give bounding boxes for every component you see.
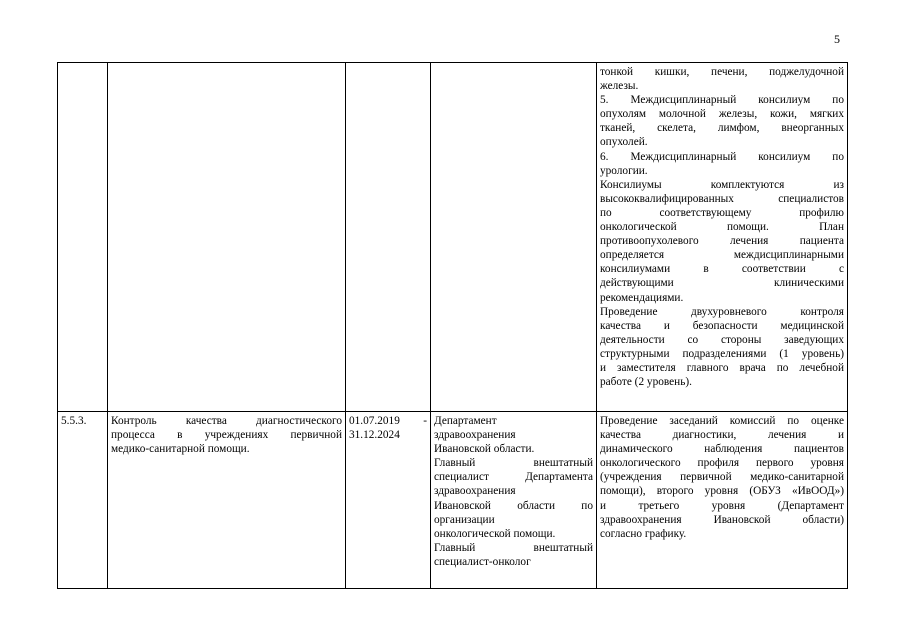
table-row xyxy=(58,412,848,589)
text-line: 6. Междисциплинарный консилиум по xyxy=(600,150,844,163)
text-line: Департамент xyxy=(434,415,497,427)
text-line: онкологической помощи. xyxy=(434,527,556,540)
page-number: 5 xyxy=(834,32,840,46)
text-line: специалист-онколог xyxy=(434,555,531,568)
text-line: определяется междисциплинарными xyxy=(600,249,844,262)
text-line: 5. Междисциплинарный консилиум по xyxy=(600,94,844,107)
text-line: работе (2 уровень). xyxy=(600,376,692,389)
text-line: 01.07.2019 - xyxy=(349,415,427,427)
plan-table xyxy=(57,62,848,589)
text-line: качества и безопасности медицинской xyxy=(600,319,844,332)
text-line: Ивановской области по xyxy=(434,499,593,512)
text-line: Проведение двухуровневого контроля xyxy=(600,305,844,318)
text-line: опухолей. xyxy=(600,136,648,149)
text-line: Главный внештатный xyxy=(434,457,593,470)
text-line: деятельности со стороны заведующих xyxy=(600,333,844,346)
table-row xyxy=(58,63,848,412)
cell-event xyxy=(108,63,346,412)
cell-result xyxy=(597,63,848,412)
text-line: организации xyxy=(434,513,495,526)
text-line: противоопухолевого лечения пациента xyxy=(600,235,844,248)
text-line: специалист Департамента xyxy=(434,471,593,484)
text-line: тканей, скелета, лимфом, внеорганных xyxy=(600,122,844,135)
cell-period xyxy=(346,63,431,412)
text-line: медико-санитарной помощи. xyxy=(111,443,250,456)
text-line: опухолям молочной железы, кожи, мягких xyxy=(600,108,844,121)
text-line: Консилиумы комплектуются из xyxy=(600,178,844,191)
text-line: Контроль качества диагностического xyxy=(111,415,342,427)
cell-number xyxy=(58,63,108,412)
text-line: процесса в учреждениях первичной xyxy=(111,429,342,442)
text-line: качества диагностики, лечения и xyxy=(600,429,844,442)
cell-result xyxy=(597,412,848,589)
text-line: тонкой кишки, печени, поджелудочной xyxy=(600,66,844,78)
text-line: структурными подразделениями (1 уровень) xyxy=(600,347,844,360)
cell-responsible xyxy=(431,63,597,412)
text-line: по соответствующему профилю xyxy=(600,206,844,219)
text-line: и заместителя главного врача по лечебной xyxy=(600,361,844,374)
text-line: рекомендациями. xyxy=(600,291,684,304)
text-line: здравоохранения xyxy=(434,429,516,442)
text-line: Проведение заседаний комиссий по оценке xyxy=(600,415,844,427)
text-line: и третьего уровня (Департамент xyxy=(600,499,844,512)
text-line: динамического наблюдения пациентов xyxy=(600,443,844,456)
text-line: согласно графику. xyxy=(600,527,687,540)
text-line: онкологической помощи. План xyxy=(600,221,844,234)
text-line: онкологического профиля первого уровня xyxy=(600,457,844,470)
cell-period xyxy=(346,412,431,589)
text-line: здравоохранения Ивановской области) xyxy=(600,513,844,526)
text-line: 31.12.2024 xyxy=(349,429,400,442)
text-line: урологии. xyxy=(600,164,648,177)
cell-number: 5.5.3. xyxy=(58,412,108,589)
text-line: Главный внештатный xyxy=(434,541,593,554)
text-line: консилиумами в соответствии с xyxy=(600,263,844,276)
text-line: Ивановской области. xyxy=(434,443,535,456)
text-line: здравоохранения xyxy=(434,485,516,498)
text-line: высококвалифицированных специалистов xyxy=(600,192,844,205)
text-line: (учреждения первичной медико-санитарной xyxy=(600,471,844,484)
text-line: железы. xyxy=(600,80,639,93)
cell-event xyxy=(108,412,346,589)
text-line: помощи), второго уровня (ОБУЗ «ИвООД») xyxy=(600,485,844,498)
cell-responsible xyxy=(431,412,597,589)
text-line: действующими клиническими xyxy=(600,277,844,290)
